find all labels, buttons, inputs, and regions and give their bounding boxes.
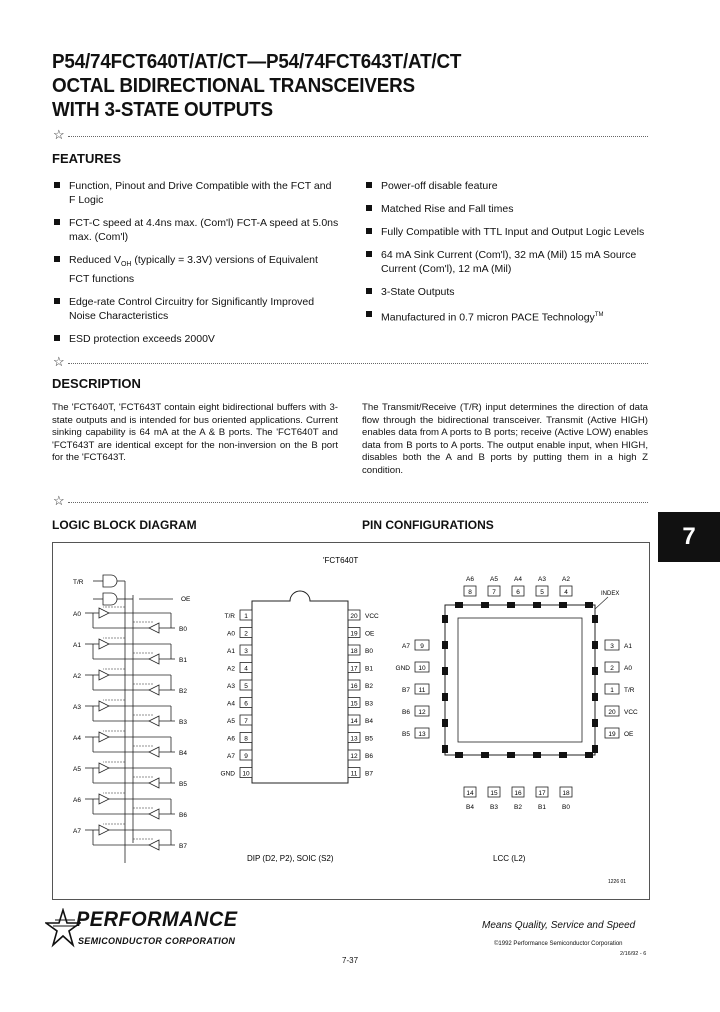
lcc-castellation <box>455 752 463 758</box>
logic-channel <box>73 824 187 850</box>
lcc-castellation <box>592 693 598 701</box>
lcc-castellation <box>442 615 448 623</box>
document-title <box>52 50 461 122</box>
dip-pin-label: B2 <box>365 683 373 690</box>
lcc-castellation <box>592 615 598 623</box>
dip-pin-label: A7 <box>227 753 235 760</box>
lcc-pin <box>560 787 572 811</box>
lcc-pin <box>605 684 635 694</box>
lcc-castellation <box>442 745 448 753</box>
dip-pin-number: 8 <box>244 735 248 743</box>
dip-pin-number: 6 <box>244 700 248 708</box>
description-col-1: The 'FCT640T, 'FCT643T contain eight bidirectional buffers with 3-state outputs and is intended for bus oriented applications. Current sinking capability is 64 mA at the A & B ports. The 'FCT640T and 'FCT643T are identical except for the non-inversion on the B port for the 'FCT643T. <box>52 402 338 463</box>
bullet-icon <box>366 182 372 188</box>
logic-channel <box>73 731 187 757</box>
tagline: Means Quality, Service and Speed <box>482 920 636 931</box>
dip-pin-label: GND <box>220 770 235 778</box>
lcc-pin <box>464 787 476 811</box>
dip-pin <box>348 645 373 655</box>
section-star-icon: ☆ <box>53 127 65 142</box>
dip-pin-number: 10 <box>242 770 250 778</box>
logic-b-label: B0 <box>179 626 187 633</box>
lcc-pin-label: B0 <box>562 804 570 811</box>
lcc-pin <box>402 684 429 694</box>
lcc-pin-label: B6 <box>402 709 410 716</box>
dip-pin-label: B6 <box>365 753 373 760</box>
dip-pin-label: B1 <box>365 665 373 673</box>
dip-pin-label: A4 <box>227 700 235 708</box>
document-code: 2/16/92 - 6 <box>620 951 647 957</box>
list-item: 3-State Outputs <box>366 285 646 299</box>
logic-channel <box>73 607 187 633</box>
list-item: Edge-rate Control Circuitry for Significantly Improved Noise Characteristics <box>54 295 339 323</box>
dip-pin-number: 3 <box>244 648 248 655</box>
buffer-icon <box>149 716 159 726</box>
lcc-pin-label: A1 <box>624 643 632 650</box>
lcc-package-body <box>445 605 595 755</box>
lcc-castellation <box>592 745 598 753</box>
list-item: FCT-C speed at 4.4ns max. (Com'l) FCT-A speed at 5.0ns max. (Com'l) <box>54 216 339 244</box>
dip-pin-number: 17 <box>350 665 358 673</box>
lcc-pin-label: B1 <box>538 804 546 811</box>
lcc-pin <box>402 706 429 716</box>
logic-channel <box>73 669 187 695</box>
dip-pin-label: VCC <box>365 613 379 620</box>
dip-pin-label: A2 <box>227 665 235 673</box>
dip-pin <box>348 680 373 690</box>
dip-pin-label: T/R <box>224 613 235 620</box>
lcc-pin-number: 10 <box>418 665 426 672</box>
dip-pin <box>225 610 252 620</box>
logic-a-label: A6 <box>73 797 81 804</box>
lcc-pin-number: 1 <box>610 687 614 694</box>
dip-pin-number: 20 <box>350 613 358 620</box>
buffer-icon <box>149 747 159 757</box>
lcc-pin-label: B4 <box>466 804 474 811</box>
lcc-pin-number: 13 <box>418 731 426 738</box>
lcc-pin <box>488 787 500 811</box>
buffer-icon <box>99 701 109 711</box>
dip-pin-label: A3 <box>227 683 235 690</box>
dip-pin <box>348 610 379 620</box>
logic-block-heading: LOGIC BLOCK DIAGRAM <box>52 518 197 532</box>
logic-a-label: A7 <box>73 828 81 835</box>
lcc-pin-label: A5 <box>490 576 498 583</box>
company-subtitle: SEMICONDUCTOR CORPORATION <box>78 936 236 946</box>
dip-pin <box>348 750 373 760</box>
lcc-pin <box>605 728 634 738</box>
lcc-castellation <box>585 752 593 758</box>
logic-a-label: A4 <box>73 735 81 742</box>
lcc-pin-label: B2 <box>514 804 522 811</box>
lcc-castellation <box>481 602 489 608</box>
lcc-pin <box>402 728 429 738</box>
lcc-pin-label: GND <box>395 665 410 672</box>
features-left-list <box>54 179 339 355</box>
lcc-pin <box>605 640 632 650</box>
logic-wiring <box>93 575 173 863</box>
bullet-icon <box>54 298 60 304</box>
dip-pin-number: 11 <box>350 770 358 778</box>
lcc-pin-number: 3 <box>610 643 614 650</box>
chapter-tab: 7 <box>658 512 720 562</box>
description-col-2: The Transmit/Receive (T/R) input determines the direction of data flow through the bidirectional transceiver. Transmit (Active HIGH) enables data from A ports to B ports; receive (Active LOW) enables data from B ports to A ports. The output enable input, when HIGH, disables both the A and B ports by putting them in a high Z condition. <box>362 402 648 476</box>
lcc-pin-label: A2 <box>562 576 570 583</box>
list-item: 64 mA Sink Current (Com'l), 32 mA (Mil) 15 mA Source Current (Com'l), 12 mA (Mil) <box>366 248 646 276</box>
dip-pin <box>348 768 373 778</box>
dip-pin-number: 18 <box>350 648 358 655</box>
lcc-castellation <box>559 752 567 758</box>
dip-pin-label: OE <box>365 630 375 638</box>
lcc-pin-label: OE <box>624 731 634 738</box>
buffer-icon <box>149 654 159 664</box>
lcc-pin-number: 18 <box>562 790 570 797</box>
dip-pin-label: A1 <box>227 648 235 655</box>
description-heading: DESCRIPTION <box>52 376 141 391</box>
title-line-1: P54/74FCT640T/AT/CT—P54/74FCT643T/AT/CT <box>52 50 462 73</box>
buffer-icon <box>99 825 109 835</box>
lcc-pin-number: 4 <box>564 589 568 596</box>
lcc-pin-number: 16 <box>514 790 522 797</box>
lcc-pin <box>512 787 524 811</box>
lcc-pin-label: A3 <box>538 576 546 583</box>
lcc-pin <box>605 706 638 716</box>
list-item: Reduced $V_{OH}$ (typically = 3.3V) versions of Equivalent FCT functions <box>54 253 339 286</box>
logic-a-label: A5 <box>73 766 81 773</box>
features-right-list <box>366 179 646 334</box>
lcc-castellation <box>455 602 463 608</box>
bullet-icon <box>366 288 372 294</box>
logic-b-label: B1 <box>179 657 187 664</box>
dip-pin-number: 19 <box>350 630 358 638</box>
logic-b-label: B4 <box>179 750 187 757</box>
lcc-pin <box>464 576 476 596</box>
buffer-icon <box>149 840 159 850</box>
pin-config-heading: PIN CONFIGURATIONS <box>362 518 494 532</box>
dip-pin <box>227 680 252 690</box>
lcc-pin-label: A7 <box>402 643 410 650</box>
dip-pin <box>221 768 252 778</box>
buffer-icon <box>149 623 159 633</box>
lcc-pin-number: 20 <box>608 709 616 716</box>
dip-pin <box>348 698 373 708</box>
copyright: ©1992 Performance Semiconductor Corporation <box>494 941 623 947</box>
index-pointer <box>595 597 608 609</box>
lcc-pin <box>536 576 548 596</box>
bullet-icon <box>54 182 60 188</box>
bullet-icon <box>366 228 372 234</box>
bullet-icon <box>366 311 372 317</box>
lcc-pin-label: A6 <box>466 576 474 583</box>
lcc-pin-number: 15 <box>490 790 498 797</box>
logic-tr-label: T/R <box>73 579 84 586</box>
title-line-2: OCTAL BIDIRECTIONAL TRANSCEIVERS <box>52 74 415 97</box>
buffer-icon <box>99 639 109 649</box>
diagram-frame <box>52 542 650 900</box>
buffer-icon <box>149 778 159 788</box>
dip-pin <box>227 645 252 655</box>
bullet-icon <box>366 251 372 257</box>
list-item: Manufactured in 0.7 micron PACE Technology™ <box>366 308 646 325</box>
lcc-pin-number: 5 <box>540 589 544 596</box>
dip-pin-number: 9 <box>244 753 248 760</box>
lcc-pin-label: B3 <box>490 804 498 811</box>
lcc-castellation <box>481 752 489 758</box>
lcc-castellation <box>533 602 541 608</box>
title-line-3: WITH 3-STATE OUTPUTS <box>52 98 273 121</box>
lcc-pin <box>402 640 429 650</box>
logic-b-label: B7 <box>179 843 187 850</box>
dip-pin-number: 7 <box>244 718 248 725</box>
logic-channel <box>73 762 187 788</box>
part-label: 'FCT640T <box>323 556 359 565</box>
dip-pin-label: B5 <box>365 735 373 743</box>
dip-pin-number: 5 <box>244 683 248 690</box>
dip-pin <box>348 663 373 673</box>
logic-a-label: A0 <box>73 611 81 618</box>
logic-channel <box>73 793 187 819</box>
dip-pin-label: B4 <box>365 718 373 725</box>
dip-pin-label: B3 <box>365 700 373 708</box>
logic-b-label: B2 <box>179 688 187 695</box>
lcc-castellation <box>442 667 448 675</box>
dip-pin-number: 2 <box>244 630 248 638</box>
logic-a-label: A3 <box>73 704 81 711</box>
section-star-icon: ☆ <box>53 354 65 369</box>
lcc-pin-label: B5 <box>402 731 410 738</box>
dip-pin <box>227 715 252 725</box>
lcc-pin-number: 11 <box>418 687 426 694</box>
logic-a-label: A1 <box>73 642 81 649</box>
dip-pin <box>348 733 373 743</box>
buffer-icon <box>99 794 109 804</box>
lcc-caption: LCC (L2) <box>493 854 526 863</box>
logic-channel <box>73 638 187 664</box>
buffer-icon <box>149 685 159 695</box>
lcc-castellation <box>592 719 598 727</box>
lcc-castellation <box>507 752 515 758</box>
lcc-castellation <box>533 752 541 758</box>
dip-pin-number: 15 <box>350 700 358 708</box>
buffer-icon <box>99 732 109 742</box>
lcc-pin-number: 6 <box>516 589 520 596</box>
lcc-pin <box>488 576 500 596</box>
logic-a-label: A2 <box>73 673 81 680</box>
lcc-pin-number: 7 <box>492 589 496 596</box>
lcc-pin-label: B7 <box>402 687 410 694</box>
divider <box>68 363 648 364</box>
list-item: Matched Rise and Fall times <box>366 202 646 216</box>
bullet-icon <box>54 335 60 341</box>
list-item: Fully Compatible with TTL Input and Output Logic Levels <box>366 225 646 239</box>
buffer-icon <box>99 670 109 680</box>
divider <box>68 136 648 137</box>
bullet-icon <box>54 219 60 225</box>
logic-b-label: B6 <box>179 812 187 819</box>
lcc-castellation <box>442 719 448 727</box>
dip-pin-label: A5 <box>227 718 235 725</box>
dip-pin <box>227 628 252 638</box>
lcc-pin <box>536 787 548 811</box>
lcc-castellation <box>585 602 593 608</box>
dip-pin <box>227 663 252 673</box>
features-heading: FEATURES <box>52 151 122 166</box>
dip-pin-label: B0 <box>365 648 373 655</box>
dip-pin <box>348 628 375 638</box>
dip-pin-label: A0 <box>227 630 235 638</box>
list-item: ESD protection exceeds 2000V <box>54 332 339 346</box>
lcc-pin <box>605 662 632 672</box>
dip-pin <box>227 698 252 708</box>
dip-pin <box>227 750 252 760</box>
lcc-pin-number: 19 <box>608 731 616 738</box>
dip-pin <box>348 715 373 725</box>
dip-pin-number: 14 <box>350 718 358 725</box>
lcc-pin-number: 9 <box>420 643 424 650</box>
buffer-icon <box>99 763 109 773</box>
dip-pin-number: 12 <box>350 753 358 760</box>
buffer-icon <box>99 608 109 618</box>
dip-pin-number: 1 <box>244 613 248 620</box>
lcc-pin-label: T/R <box>624 687 635 694</box>
bullet-icon <box>54 256 60 262</box>
figure-code: 1226 01 <box>608 879 627 885</box>
lcc-castellation <box>442 641 448 649</box>
dip-pin-label: B7 <box>365 770 373 778</box>
divider <box>68 502 648 503</box>
lcc-index-label: INDEX <box>601 591 620 597</box>
dip-pin-number: 16 <box>350 683 358 690</box>
dip-package-body <box>252 591 348 783</box>
lcc-pin-label: A4 <box>514 576 522 583</box>
lcc-castellation <box>592 641 598 649</box>
logic-channel <box>73 700 187 726</box>
logic-b-label: B5 <box>179 781 187 788</box>
lcc-pin-number: 12 <box>418 709 426 716</box>
dip-pin-number: 4 <box>244 665 248 673</box>
logic-oe-label: OE <box>181 596 191 603</box>
lcc-pin-number: 8 <box>468 589 472 596</box>
list-item: Function, Pinout and Drive Compatible with the FCT and F Logic <box>54 179 339 207</box>
lcc-castellation <box>559 602 567 608</box>
section-star-icon: ☆ <box>53 493 65 508</box>
lcc-pin <box>560 576 572 596</box>
diagram-svg <box>53 543 649 899</box>
page-number: 7-37 <box>342 956 359 965</box>
lcc-pin <box>396 662 429 672</box>
logic-b-label: B3 <box>179 719 187 726</box>
lcc-castellation <box>507 602 515 608</box>
buffer-icon <box>149 809 159 819</box>
dip-pin-number: 13 <box>350 735 358 743</box>
company-logo-text: PERFORMANCE <box>76 908 238 931</box>
bullet-icon <box>366 205 372 211</box>
lcc-pin-number: 17 <box>538 790 546 797</box>
dip-pin <box>227 733 252 743</box>
lcc-pin <box>512 576 524 596</box>
dip-caption: DIP (D2, P2), SOIC (S2) <box>247 854 334 863</box>
lcc-pin-number: 2 <box>610 665 614 672</box>
lcc-castellation <box>592 667 598 675</box>
lcc-pin-label: VCC <box>624 709 638 716</box>
lcc-pin-number: 14 <box>466 790 474 797</box>
lcc-castellation <box>442 693 448 701</box>
dip-pin-label: A6 <box>227 735 235 743</box>
list-item: Power-off disable feature <box>366 179 646 193</box>
lcc-pin-label: A0 <box>624 665 632 672</box>
